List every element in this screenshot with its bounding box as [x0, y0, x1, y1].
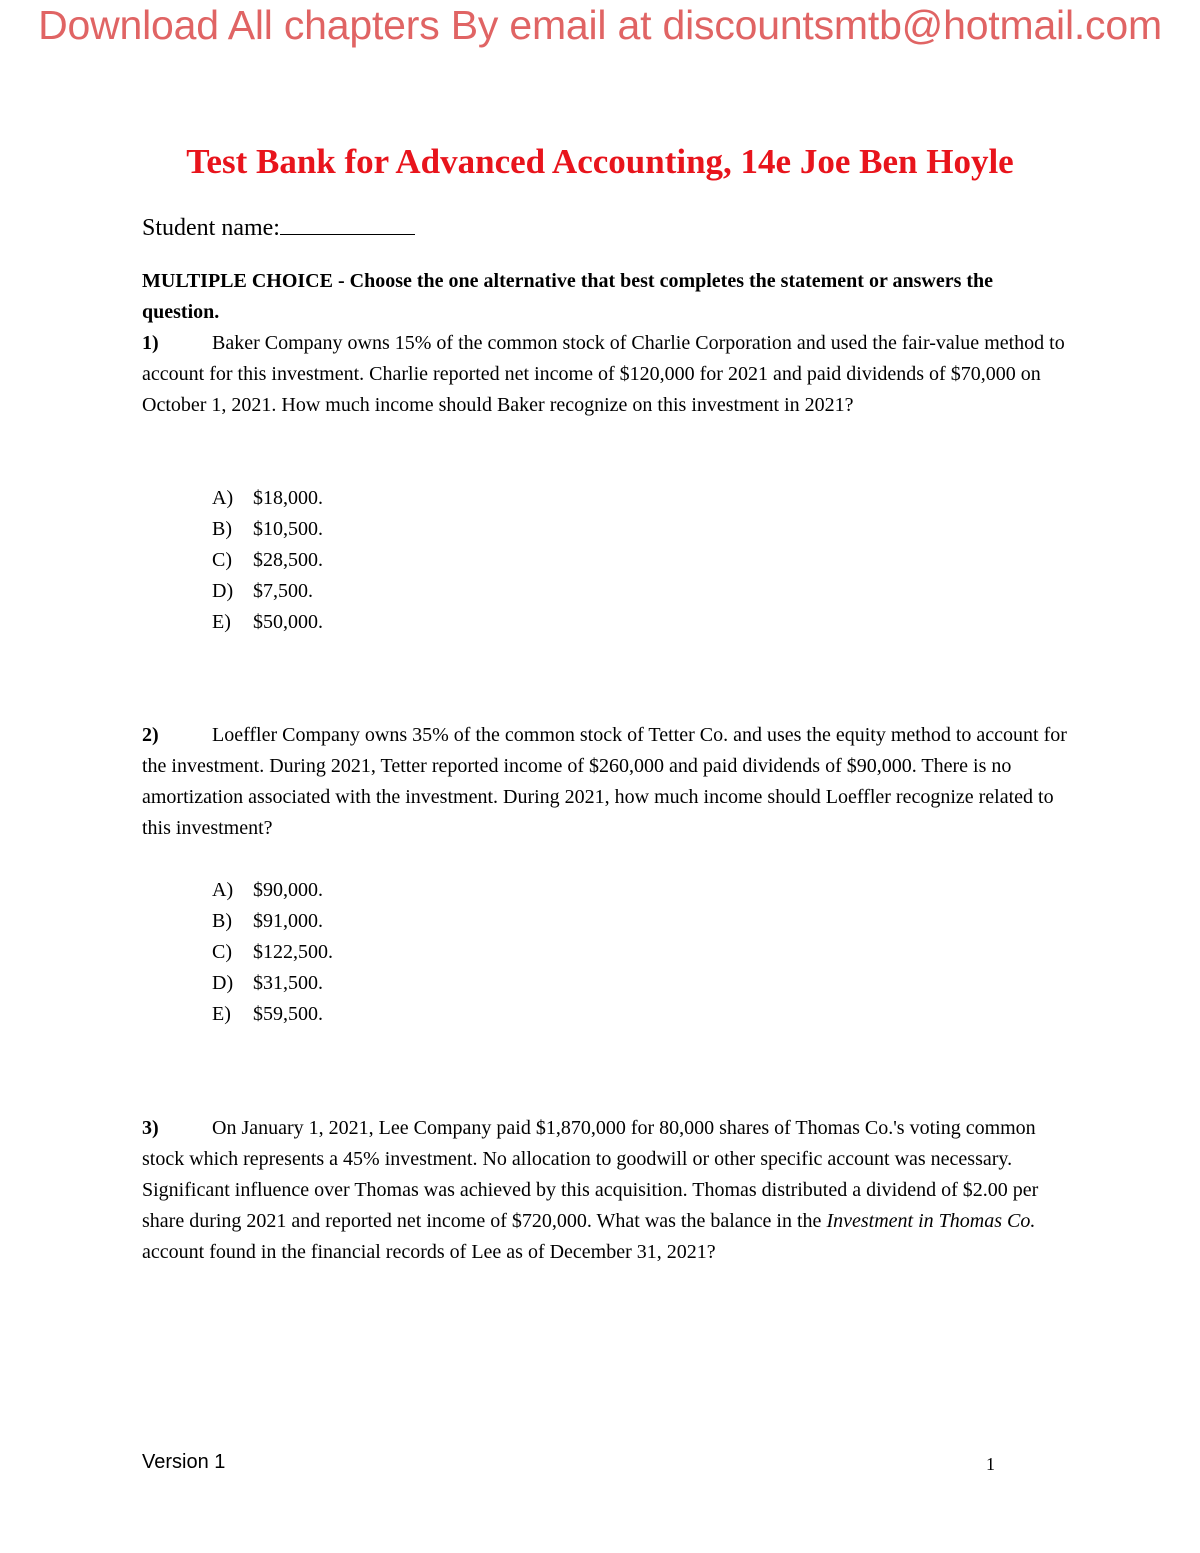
footer-version: Version 1 [142, 1451, 226, 1473]
option-letter: E) [212, 611, 231, 633]
option-a [212, 875, 333, 906]
option-letter: D) [212, 972, 234, 994]
option-c [212, 545, 323, 576]
question-text: Baker Company owns 15% of the common stock of Charlie Corporation and used the fair-value method to account for this investment. Charlie reported net income of $120,000 for 2021 and paid dividends of $70,000 on October 1, 2021. How much income should Baker recognize on this investment in 2021? [142, 332, 1065, 416]
option-text: $7,500. [253, 580, 313, 602]
question-number: 3) [142, 1117, 159, 1139]
option-letter: A) [212, 879, 234, 901]
option-letter: B) [212, 518, 232, 540]
option-letter: A) [212, 487, 234, 509]
student-name-line [142, 212, 415, 242]
question-2-options [212, 875, 333, 1030]
question-text: On January 1, 2021, Lee Company paid $1,870,000 for 80,000 shares of Thomas Co.'s voting common stock which represents a 45% investment. No allocation to goodwill or other specific account was necessary. Significant influence over Thomas was achieved by this acquisition. Thomas distributed a dividend of $2.00 per share during 2021 and reported net income of $720,000. What was the balance in the [142, 1117, 1039, 1232]
option-text: $31,500. [253, 972, 323, 994]
option-e [212, 607, 323, 638]
question-number: 1) [142, 332, 159, 354]
question-text-italic: Investment in Thomas Co. [826, 1210, 1036, 1232]
download-banner: Download All chapters By email at discountsmtb@hotmail.com [38, 2, 1162, 48]
option-letter: B) [212, 910, 232, 932]
option-text: $91,000. [253, 910, 323, 932]
question-1-options [212, 483, 323, 638]
question-1 [142, 328, 1067, 421]
question-number: 2) [142, 724, 159, 746]
option-text: $28,500. [253, 549, 323, 571]
student-name-label: Student name: [142, 215, 280, 241]
instructions: MULTIPLE CHOICE - Choose the one alternative that best completes the statement or answers the question. [142, 270, 994, 323]
option-letter: D) [212, 580, 234, 602]
option-text: $10,500. [253, 518, 323, 540]
option-d [212, 968, 333, 999]
question-text: Loeffler Company owns 35% of the common stock of Tetter Co. and uses the equity method to account for the investment. During 2021, Tetter reported income of $260,000 and paid dividends of $90,000. There is no amortization associated with the investment. During 2021, how much income should Loeffler recognize related to this investment? [142, 724, 1067, 839]
option-b [212, 514, 323, 545]
option-letter: C) [212, 941, 232, 963]
question-2 [142, 720, 1067, 844]
option-text: $59,500. [253, 1003, 323, 1025]
student-name-blank [280, 212, 415, 235]
option-letter: E) [212, 1003, 231, 1025]
option-text: $50,000. [253, 611, 323, 633]
option-a [212, 483, 323, 514]
page-number: 1 [986, 1454, 995, 1474]
option-text: $18,000. [253, 487, 323, 509]
option-d [212, 576, 323, 607]
option-text: $122,500. [253, 941, 333, 963]
option-letter: C) [212, 549, 232, 571]
option-e [212, 999, 333, 1030]
question-text-end: account found in the financial records of Lee as of December 31, 2021? [142, 1241, 716, 1263]
question-3 [142, 1113, 1067, 1268]
option-text: $90,000. [253, 879, 323, 901]
option-c [212, 937, 333, 968]
document-title: Test Bank for Advanced Accounting, 14e Joe Ben Hoyle [186, 142, 1014, 181]
option-b [212, 906, 333, 937]
